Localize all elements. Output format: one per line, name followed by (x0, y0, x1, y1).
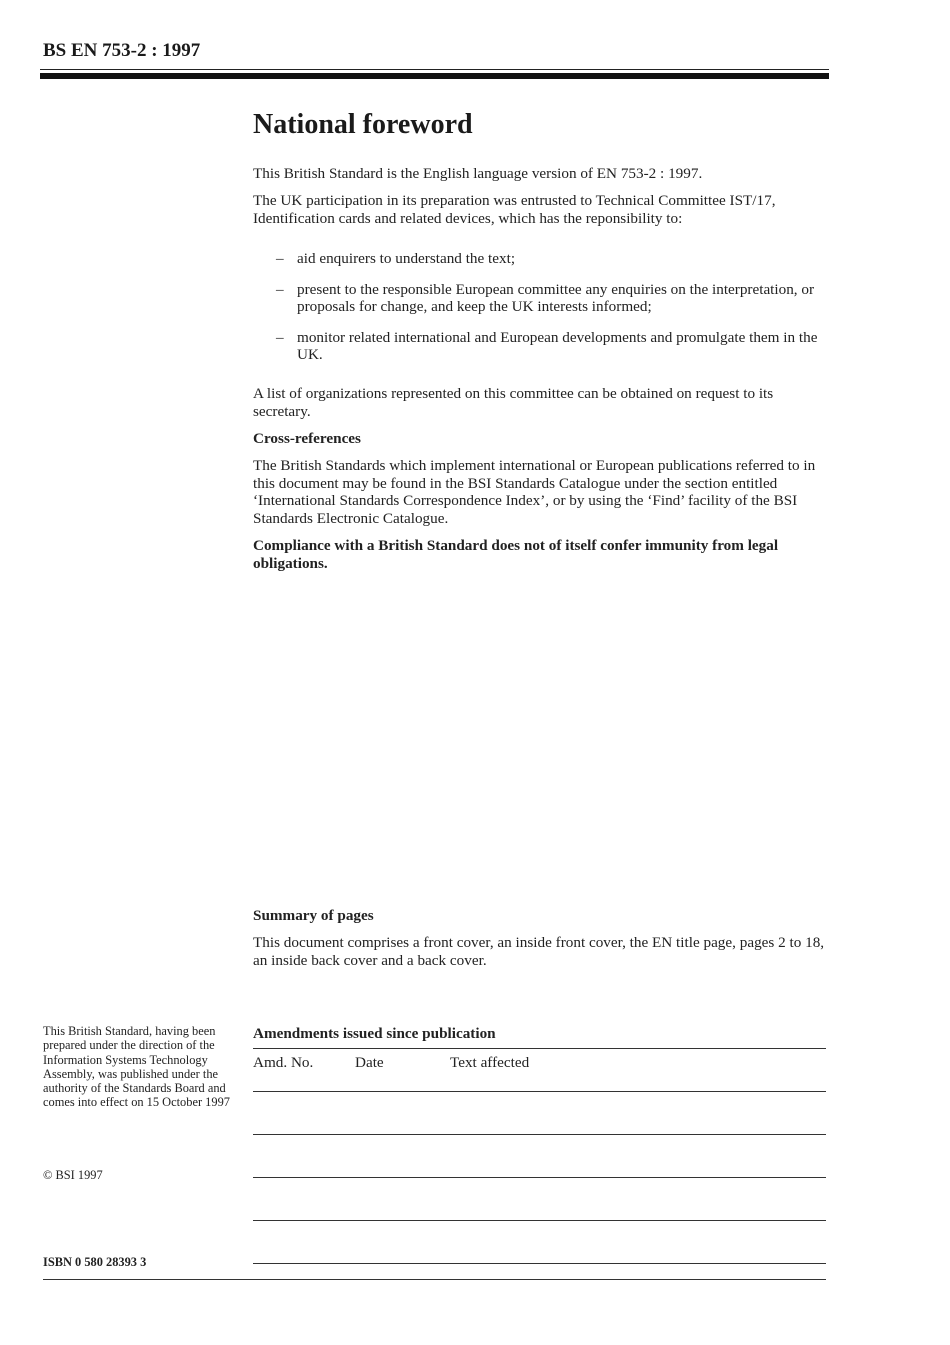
summary-heading: Summary of pages (253, 907, 374, 924)
amendments-top-rule (253, 1048, 826, 1049)
summary-text: This document comprises a front cover, an inside front cover, the EN title page, pages 2 to 18, an inside back cover and a back cover. (253, 934, 825, 969)
list-item-text: monitor related international and European developments and promulgate them in the UK. (297, 328, 818, 363)
amendments-title: Amendments issued since publication (253, 1025, 496, 1042)
amendment-row-rule (253, 1134, 826, 1135)
summary-body (253, 934, 828, 969)
document-id: BS EN 753-2 : 1997 (43, 40, 201, 61)
crossref-section (253, 430, 828, 448)
list-item (276, 281, 836, 316)
crossref-text: The British Standards which implement international or European publications referred to in this document may be found in the BSI Standards Catalogue under the section entitled ‘International Standards Correspondence Index’, or by using the ‘Find’ facility of the BSI Standards Electronic Catalogue. (253, 457, 816, 527)
amendment-row-rule (253, 1177, 826, 1178)
publication-note: This British Standard, having been prepared under the direction of the Information Systems Technology Assembly, was published under the authority of the Standards Board and comes into effect on 15 October 1997 (43, 1024, 230, 1110)
list-item-text: aid enquirers to understand the text; (297, 250, 516, 267)
footer-rule (43, 1279, 826, 1280)
list-dash: – (276, 280, 284, 298)
para-english-version: This British Standard is the English language version of EN 753-2 : 1997. (253, 165, 703, 182)
crossref-body (253, 457, 828, 527)
isbn: ISBN 0 580 28393 3 (43, 1255, 147, 1269)
summary-section (253, 907, 828, 925)
list-item (276, 329, 836, 364)
amendment-row-rule (253, 1220, 826, 1221)
column-header-text-affected: Text affected (450, 1054, 530, 1071)
para-organizations: A list of organizations represented on this committee can be obtained on request to its secretary. (253, 385, 774, 420)
amendment-row-rule (253, 1263, 826, 1264)
list-item-text: present to the responsible European committee any enquiries on the interpretation, or proposals for change, and keep the UK interests informed; (297, 280, 815, 315)
column-header-date: Date (355, 1054, 384, 1071)
column-header-amd-no: Amd. No. (253, 1054, 314, 1071)
crossref-heading: Cross-references (253, 430, 361, 447)
header-thick-rule (40, 73, 829, 79)
copyright-notice: © BSI 1997 (43, 1168, 103, 1182)
para-committee: The UK participation in its preparation was entrusted to Technical Committee IST/17, Identification cards and related devices, which has the reponsibility to: (253, 192, 776, 227)
compliance-statement: Compliance with a British Standard does not of itself confer immunity from legal obligations. (253, 537, 779, 572)
list-dash: – (276, 328, 284, 346)
intro-paragraph (253, 165, 828, 183)
responsibility-list (276, 250, 836, 377)
organizations-paragraph (253, 385, 828, 420)
page-title: National foreword (253, 109, 473, 140)
amendment-row-rule (253, 1091, 826, 1092)
list-item (276, 250, 836, 268)
list-dash: – (276, 250, 284, 267)
compliance-section (253, 537, 828, 572)
header-thin-rule (40, 69, 829, 70)
committee-paragraph (253, 192, 828, 227)
